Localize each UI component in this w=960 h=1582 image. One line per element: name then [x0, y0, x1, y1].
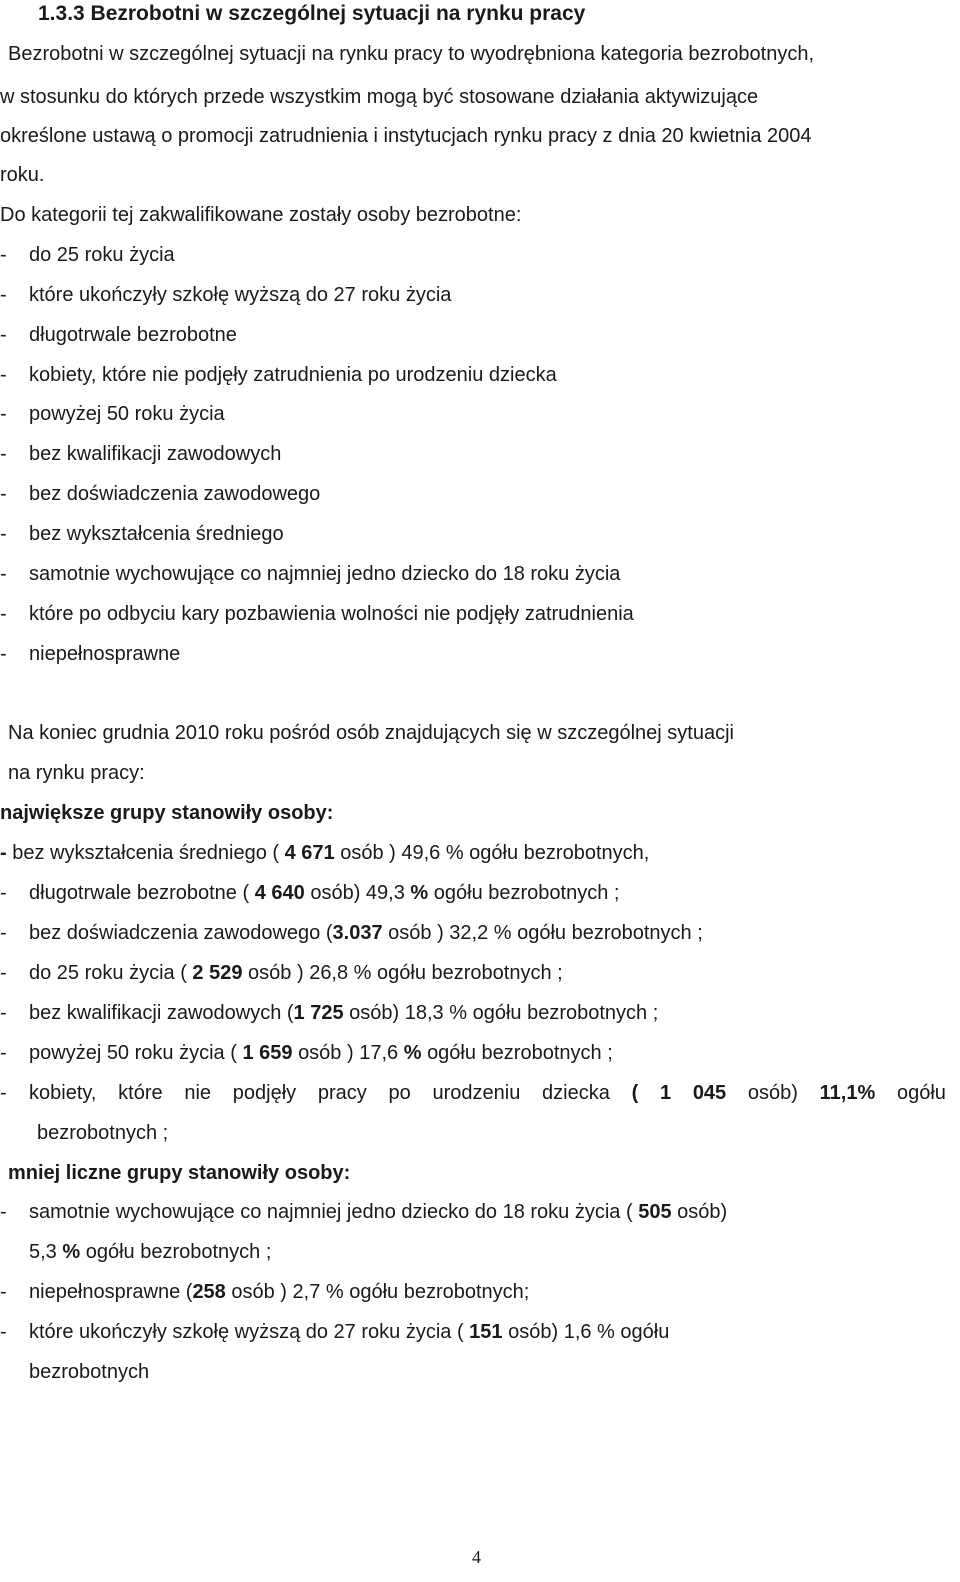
- group-share-tail: ogółu bezrobotnych ;: [433, 882, 620, 904]
- category-item: [0, 602, 940, 626]
- smaller-groups-heading: mniej liczne grupy stanowiły osoby:: [8, 1162, 351, 1184]
- section-heading: 1.3.3 Bezrobotni w szczególnej sytuacji na rynku pracy: [38, 2, 586, 25]
- dash: -: [0, 523, 7, 545]
- intro-line-1: Bezrobotni w szczególnej sytuacji na rynku pracy to wyodrębniona kategoria bezrobotnych,: [8, 43, 814, 65]
- dash: -: [0, 603, 7, 625]
- smaller-group-item: [0, 1200, 940, 1224]
- group-label: powyżej 50 roku życia (: [29, 1042, 237, 1064]
- dash: -: [0, 403, 7, 425]
- word: podjęły: [232, 1082, 297, 1104]
- summary-line-2: na rynku pracy:: [8, 762, 145, 784]
- category-text: które po odbyciu kary pozbawienia wolności nie podjęły zatrudnienia: [29, 603, 634, 625]
- dash: -: [0, 1201, 7, 1223]
- percent-sign: %: [403, 1042, 422, 1064]
- category-item: [0, 642, 940, 666]
- category-item: [0, 522, 940, 546]
- category-text: kobiety, które nie podjęły zatrudnienia po urodzeniu dziecka: [29, 364, 557, 386]
- category-text: samotnie wychowujące co najmniej jedno dziecko do 18 roku życia: [29, 563, 621, 585]
- group-label: bez wykształcenia średniego (: [12, 842, 280, 864]
- group-share: osób) 49,3: [310, 882, 405, 904]
- group-count: 1 659: [242, 1042, 293, 1064]
- category-item: [0, 363, 940, 387]
- dash: -: [0, 962, 7, 984]
- largest-group-item: [0, 921, 940, 945]
- word: osób): [747, 1082, 798, 1104]
- intro-line-2: w stosunku do których przede wszystkim mogą być stosowane działania aktywizujące: [0, 86, 759, 108]
- largest-group-item: [0, 1081, 946, 1105]
- group-share: osób): [677, 1201, 728, 1223]
- group-count: 045: [692, 1082, 727, 1104]
- word: (: [631, 1082, 639, 1104]
- dash: -: [0, 1321, 7, 1343]
- largest-group-item: [0, 1001, 940, 1025]
- smaller-group-item: [0, 1320, 940, 1344]
- group-label: bez doświadczenia zawodowego (: [29, 922, 333, 944]
- group-label: które ukończyły szkołę wyższą do 27 roku życia (: [29, 1321, 464, 1343]
- categories-intro: Do kategorii tej zakwalifikowane zostały osoby bezrobotne:: [0, 204, 522, 226]
- intro-line-4: roku.: [0, 164, 45, 186]
- group-count: 505: [638, 1201, 672, 1223]
- group-share: osób) 1,6 % ogółu: [508, 1321, 670, 1343]
- largest-groups-heading: największe grupy stanowiły osoby:: [0, 802, 334, 824]
- page-number: 4: [472, 1547, 481, 1567]
- word: ogółu: [896, 1082, 946, 1104]
- group-label: bez kwalifikacji zawodowych (: [29, 1002, 294, 1024]
- category-text: bez wykształcenia średniego: [29, 523, 284, 545]
- group-label: samotnie wychowujące co najmniej jedno dziecko do 18 roku życia (: [29, 1201, 633, 1223]
- group-label: długotrwale bezrobotne (: [29, 882, 250, 904]
- group-share: osób ) 49,6 % ogółu bezrobotnych,: [340, 842, 650, 864]
- dash: -: [0, 364, 7, 386]
- dash: -: [0, 1082, 7, 1104]
- category-text: które ukończyły szkołę wyższą do 27 roku życia: [29, 284, 452, 306]
- category-text: powyżej 50 roku życia: [29, 403, 225, 425]
- category-item: [0, 442, 940, 466]
- group-share: osób ) 26,8 % ogółu bezrobotnych ;: [248, 962, 563, 984]
- group-count: 4 671: [284, 842, 335, 864]
- group-count: 1 725: [293, 1002, 344, 1024]
- category-text: bez doświadczenia zawodowego: [29, 483, 321, 505]
- group-share: osób) 18,3 % ogółu bezrobotnych ;: [349, 1002, 659, 1024]
- word: dziecka: [542, 1082, 610, 1104]
- category-item: [0, 323, 940, 347]
- category-item: [0, 562, 940, 586]
- word: urodzeniu: [432, 1082, 521, 1104]
- largest-group-item: [0, 841, 649, 865]
- largest-group-item-continuation: bezrobotnych ;: [37, 1122, 169, 1144]
- dash: -: [0, 284, 7, 306]
- smaller-group-item: [0, 1280, 940, 1304]
- category-item: [0, 402, 940, 426]
- dash: -: [0, 1002, 7, 1024]
- category-item: [0, 482, 940, 506]
- dash: -: [0, 443, 7, 465]
- group-label: niepełnosprawne (: [29, 1281, 193, 1303]
- category-text: do 25 roku życia: [29, 244, 175, 266]
- dash: -: [0, 882, 7, 904]
- word: kobiety,: [29, 1082, 97, 1104]
- category-text: długotrwale bezrobotne: [29, 324, 237, 346]
- group-share: osób ) 17,6: [298, 1042, 399, 1064]
- word: po: [388, 1082, 411, 1104]
- word: które: [118, 1082, 163, 1104]
- largest-group-item: [0, 961, 940, 985]
- intro-line-3: określone ustawą o promocji zatrudnienia i instytucjach rynku pracy z dnia 20 kwietnia 2004: [0, 125, 812, 147]
- largest-group-item: [0, 881, 940, 905]
- group-share-tail: ogółu bezrobotnych ;: [85, 1241, 272, 1263]
- group-percent: 11,1%: [819, 1082, 876, 1104]
- dash: -: [0, 922, 7, 944]
- group-share: 5,3: [29, 1241, 57, 1263]
- dash: -: [0, 1042, 7, 1064]
- group-share: osób ) 32,2 % ogółu bezrobotnych ;: [388, 922, 703, 944]
- group-count: 151: [469, 1321, 503, 1343]
- group-count: 2 529: [192, 962, 243, 984]
- category-item: [0, 243, 940, 267]
- group-count: 3.037: [332, 922, 383, 944]
- largest-group-item: [0, 1041, 940, 1065]
- summary-line-1: Na koniec grudnia 2010 roku pośród osób znajdujących się w szczególnej sytuacji: [8, 722, 734, 744]
- category-text: bez kwalifikacji zawodowych: [29, 443, 282, 465]
- group-count: 1: [659, 1082, 672, 1104]
- dash: -: [0, 244, 7, 266]
- group-label: do 25 roku życia (: [29, 962, 187, 984]
- dash: -: [0, 483, 7, 505]
- category-item: [0, 283, 940, 307]
- dash: -: [0, 563, 7, 585]
- dash: -: [0, 324, 7, 346]
- category-text: niepełnosprawne: [29, 643, 181, 665]
- dash: -: [0, 1281, 7, 1303]
- group-share-tail: ogółu bezrobotnych ;: [427, 1042, 613, 1064]
- group-count: 258: [192, 1281, 226, 1303]
- percent-sign: %: [62, 1241, 81, 1263]
- percent-sign: %: [410, 882, 429, 904]
- dash: -: [0, 643, 7, 665]
- bold-dash: -: [0, 842, 7, 864]
- group-count: 4 640: [254, 882, 305, 904]
- smaller-group-item-continuation: [29, 1240, 271, 1264]
- word: nie: [184, 1082, 212, 1104]
- smaller-group-item-continuation: bezrobotnych: [29, 1361, 150, 1383]
- group-share: osób ) 2,7 % ogółu bezrobotnych;: [231, 1281, 530, 1303]
- word: pracy: [317, 1082, 367, 1104]
